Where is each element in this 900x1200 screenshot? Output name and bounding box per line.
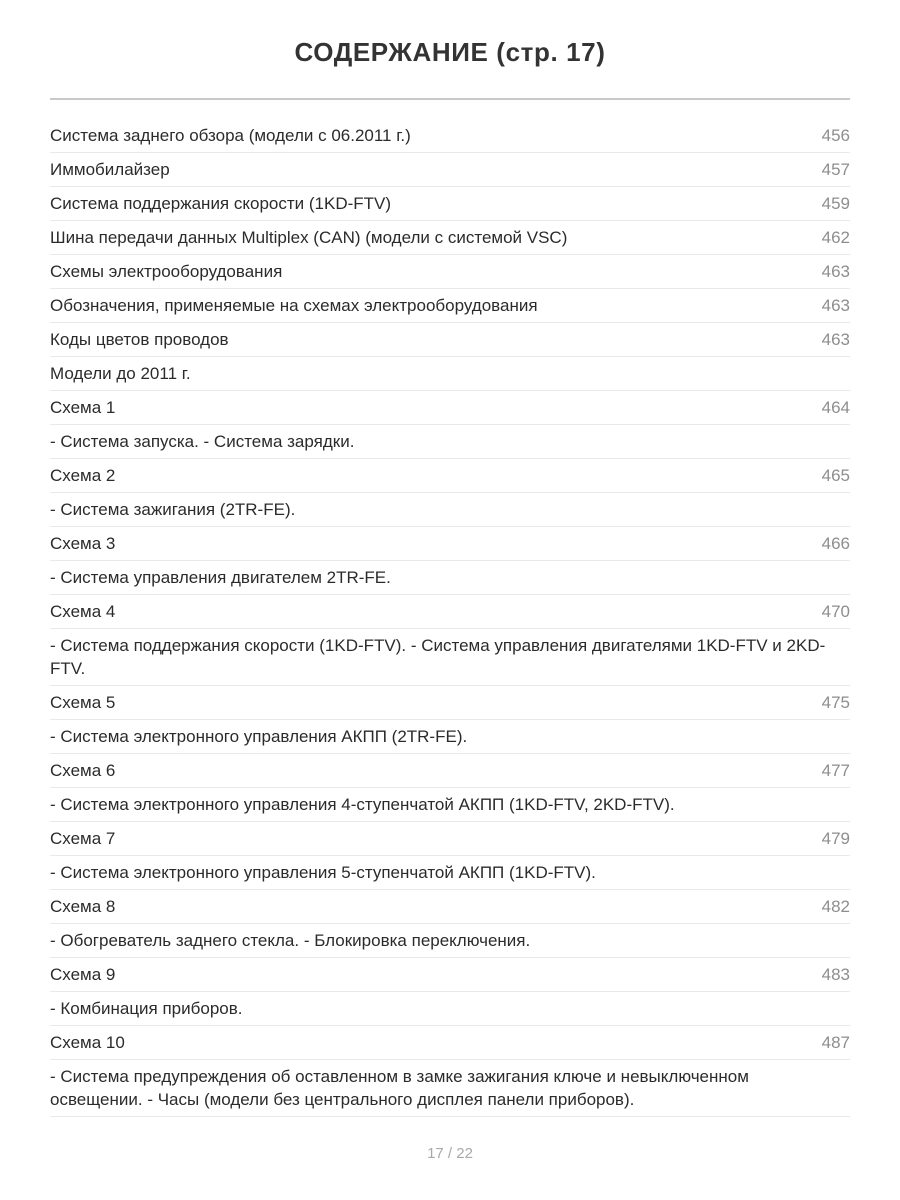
toc-entry-page: 466 — [821, 534, 850, 553]
toc-entry[interactable] — [50, 187, 850, 221]
toc-entry-page: 475 — [821, 693, 850, 712]
toc-entry[interactable] — [50, 425, 850, 459]
toc-entry-page: 463 — [821, 296, 850, 315]
toc-entry-label: Шина передачи данных Multiplex (CAN) (модели с системой VSC) — [50, 228, 568, 247]
toc-entry[interactable] — [50, 221, 850, 255]
toc-entry-label: - Система запуска. - Система зарядки. — [50, 432, 355, 451]
toc-entry-page: 482 — [821, 897, 850, 916]
toc-entry-page: 457 — [821, 160, 850, 179]
toc-entry-page: 456 — [821, 126, 850, 145]
toc-entry[interactable] — [50, 119, 850, 153]
toc-entry-label: Обозначения, применяемые на схемах электрооборудования — [50, 296, 538, 315]
toc-entry-label: - Система управления двигателем 2TR-FE. — [50, 568, 391, 587]
toc-entry-label: Схема 10 — [50, 1033, 125, 1052]
toc-entry-page: 477 — [821, 761, 850, 780]
toc-entry-label: Схема 3 — [50, 534, 116, 553]
toc-entry[interactable] — [50, 493, 850, 527]
toc-entry[interactable] — [50, 255, 850, 289]
toc-entry[interactable] — [50, 822, 850, 856]
toc-entry-label: - Система зажигания (2TR-FE). — [50, 500, 296, 519]
toc-entry[interactable] — [50, 357, 850, 391]
toc-entry[interactable] — [50, 323, 850, 357]
toc-entry-label: Схема 5 — [50, 693, 116, 712]
toc-entry-label: Схема 6 — [50, 761, 116, 780]
toc-entry[interactable] — [50, 788, 850, 822]
toc-entry[interactable] — [50, 289, 850, 323]
toc-entry[interactable] — [50, 391, 850, 425]
toc-entry-label: Иммобилайзер — [50, 160, 170, 179]
toc-entry[interactable] — [50, 992, 850, 1026]
toc-entry-label: Схема 1 — [50, 398, 116, 417]
toc-entry[interactable] — [50, 595, 850, 629]
pagination-indicator: 17 / 22 — [427, 1145, 473, 1162]
toc-entry[interactable] — [50, 1060, 850, 1117]
toc-entry-label: Система заднего обзора (модели с 06.2011 г.) — [50, 126, 411, 145]
toc-entry-label: Схемы электрооборудования — [50, 262, 283, 281]
toc-entry[interactable] — [50, 890, 850, 924]
toc-entry-label: Модели до 2011 г. — [50, 364, 191, 383]
toc-entry-page: 462 — [821, 228, 850, 247]
toc-entry[interactable] — [50, 459, 850, 493]
toc-entry-label: Схема 8 — [50, 897, 116, 916]
toc-entry-label: Схема 2 — [50, 466, 116, 485]
toc-entry-label: - Система электронного управления 5-ступенчатой АКПП (1KD-FTV). — [50, 863, 596, 882]
page-title: СОДЕРЖАНИЕ (стр. 17) — [294, 37, 606, 67]
toc-entry-label: - Обогреватель заднего стекла. - Блокировка переключения. — [50, 931, 531, 950]
toc-entry-page: 459 — [821, 194, 850, 213]
toc-entry[interactable] — [50, 856, 850, 890]
toc-entry[interactable] — [50, 720, 850, 754]
toc-entry[interactable] — [50, 1026, 850, 1060]
toc-entry-page: 463 — [821, 330, 850, 349]
title-divider — [50, 98, 850, 100]
toc-entry-label: Схема 7 — [50, 829, 116, 848]
toc-entry[interactable] — [50, 153, 850, 187]
toc-entry[interactable] — [50, 561, 850, 595]
toc-entry-page: 483 — [821, 965, 850, 984]
toc-entry-label: - Комбинация приборов. — [50, 999, 243, 1018]
toc-entry[interactable] — [50, 686, 850, 720]
toc-entry-label: Схема 9 — [50, 965, 116, 984]
toc-entry[interactable] — [50, 754, 850, 788]
toc-entry-label: - Система предупреждения об оставленном в замке зажигания ключе и невыключенном освещении. - Часы (модели без центрального дисплея панели приборов). — [50, 1067, 749, 1109]
toc-entry-label: Схема 4 — [50, 602, 116, 621]
toc-entry-page: 463 — [821, 262, 850, 281]
toc-entry[interactable] — [50, 924, 850, 958]
toc-entry-page: 487 — [821, 1033, 850, 1052]
toc-list — [50, 119, 850, 1117]
toc-entry-page: 465 — [821, 466, 850, 485]
toc-entry[interactable] — [50, 527, 850, 561]
toc-entry-label: Коды цветов проводов — [50, 330, 229, 349]
toc-entry-page: 464 — [821, 398, 850, 417]
toc-entry[interactable] — [50, 629, 850, 686]
toc-entry-label: - Система электронного управления АКПП (2TR-FE). — [50, 727, 468, 746]
toc-entry[interactable] — [50, 958, 850, 992]
toc-entry-label: - Система электронного управления 4-ступенчатой АКПП (1KD-FTV, 2KD-FTV). — [50, 795, 675, 814]
toc-entry-label: Система поддержания скорости (1KD-FTV) — [50, 194, 392, 213]
toc-entry-label: - Система поддержания скорости (1KD-FTV). - Система управления двигателями 1KD-FTV и 2KD-FTV. — [50, 636, 826, 678]
toc-entry-page: 470 — [821, 602, 850, 621]
toc-entry-page: 479 — [821, 829, 850, 848]
